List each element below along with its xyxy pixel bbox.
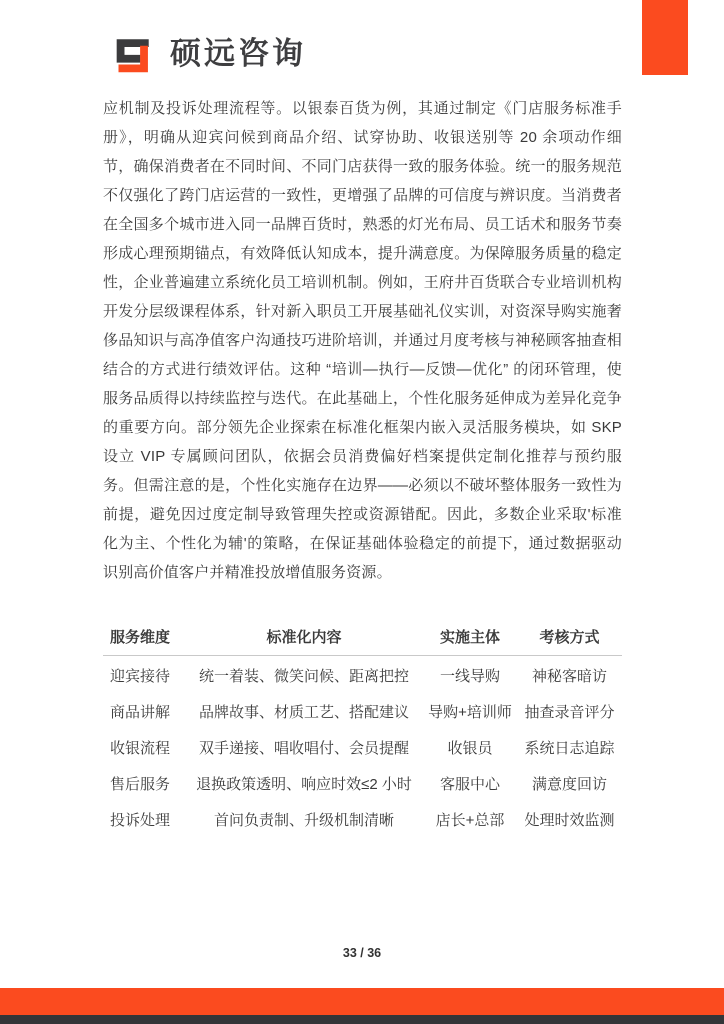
table-header-row [103,618,622,655]
table-cell: 客服中心 [439,775,500,793]
table-cell: 处理时效监测 [524,811,615,829]
brand-logo-icon [105,28,157,78]
table-cell: 系统日志追踪 [524,739,615,757]
table-cell: 统一着装、微笑问候、距离把控 [198,667,409,685]
bottom-accent-bar [0,988,724,1015]
table-cell: 退换政策透明、响应时效≤2 小时 [196,775,412,793]
table-row [103,657,622,693]
table-cell: 首问负责制、升级机制清晰 [213,811,394,829]
table-row [103,801,622,837]
table-row [103,729,622,765]
table-cell: 神秘客暗访 [531,667,607,685]
brand-name: 硕远咨询 [170,35,306,71]
table-cell: 店长+总部 [435,811,505,829]
table-header-cell: 标准化内容 [266,629,342,646]
table-cell: 品牌故事、材质工艺、搭配建议 [198,703,409,721]
table-cell: 收银员 [447,739,493,757]
body-paragraph: 应机制及投诉处理流程等。以银泰百货为例，其通过制定《门店服务标准手册》，明确从迎宾问候到商品介绍、试穿协助、收银送别等 20 余项动作细节，确保消费者在不同时间、不同门店获得一致的服务体验。统一的服务规范不仅强化了跨门店运营的一致性，更增强了品牌的可信度与辨识度。当消费者在全国多个城市进入同一品牌百货时，熟悉的灯光布局、员工话术和服务节奏形成心理预期锚点，有效降低认知成本，提升满意度。为保障服务质量的稳定性，企业普遍建立系统化员工培训机制。例如，王府井百货联合专业培训机构开发分层级课程体系，针对新入职员工开展基础礼仪实训，对资深导购实施奢侈品知识与高净值客户沟通技巧进阶培训，并通过月度考核与神秘顾客抽查相结合的方式进行绩效评估。这种 “培训—执行—反馈—优化” 的闭环管理，使服务品质得以持续监控与迭代。在此基础上，个性化服务延伸成为差异化竞争的重要方向。部分领先企业探索在标准化框架内嵌入灵活服务模块，如 SKP 设立 VIP 专属顾问团队，依据会员消费偏好档案提供定制化推荐与预约服务。但需注意的是，个性化实施存在边界——必须以不破坏整体服务一致性为前提，避免因过度定制导致管理失控或资源错配。因此，多数企业采取'标准化为主、个性化为辅'的策略，在保证基础体验稳定的前提下，通过数据驱动识别高价值客户并精准投放增值服务资源。 [103,100,622,581]
table-header-cell: 考核方式 [539,629,600,646]
table-cell: 双手递接、唱收唱付、会员提醒 [198,739,409,757]
top-accent-bar [642,0,688,75]
table-cell: 售后服务 [110,775,171,793]
table-cell: 商品讲解 [110,703,171,721]
table-cell: 投诉处理 [110,811,171,829]
table-cell: 收银流程 [110,739,171,757]
bottom-dark-bar [0,1015,724,1024]
table-header-cell: 实施主体 [439,629,500,646]
table-cell: 导购+培训师 [428,703,512,721]
table-header-divider [103,655,622,656]
table-header-cell: 服务维度 [110,629,171,646]
table-row [103,765,622,801]
table-row [103,693,622,729]
table-cell: 迎宾接待 [110,667,171,685]
page-number: 33 / 36 [342,946,382,960]
table-cell: 一线导购 [439,667,500,685]
brand-logo [105,28,306,78]
table-cell: 抽查录音评分 [524,703,615,721]
service-standards-table [103,618,622,837]
table-cell: 满意度回访 [531,775,607,793]
